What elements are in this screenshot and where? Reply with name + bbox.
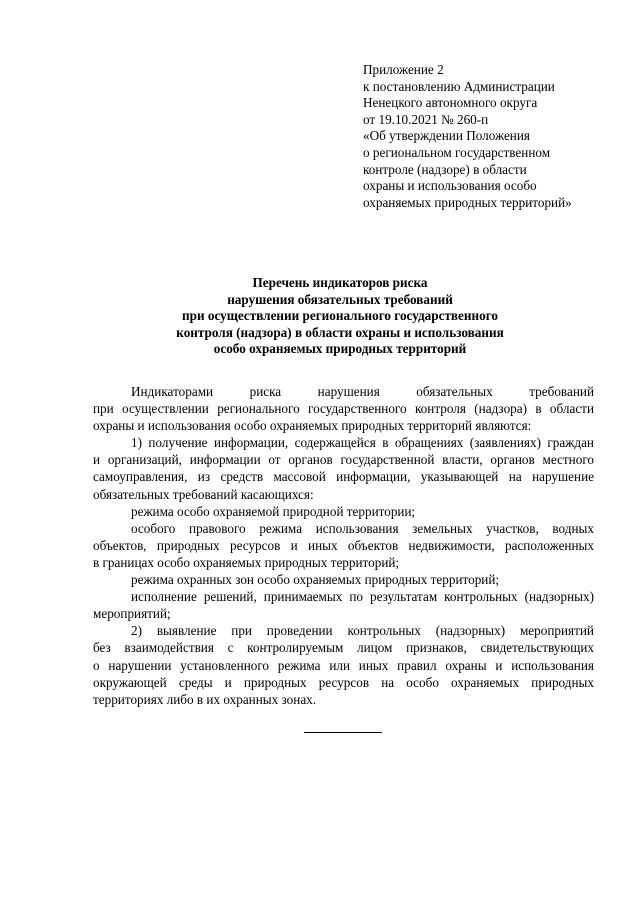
- appendix-line: Приложение 2: [363, 62, 444, 77]
- body-line: территориях либо в их охранных зонах.: [93, 691, 317, 707]
- document-body: [93, 383, 594, 708]
- body-line: мероприятий;: [93, 606, 171, 622]
- body-line: режима особо охраняемой природной территории;: [131, 503, 416, 519]
- body-line: 1) получение информации, содержащейся в обращениях (заявлениях) граждан: [131, 435, 594, 451]
- title-line: контроля (надзора) в области охраны и использования: [176, 324, 504, 340]
- appendix-line: охраны и использования особо: [363, 178, 537, 194]
- body-line: режима охранных зон особо охраняемых природных территорий;: [131, 572, 500, 588]
- appendix-line: контроле (надзоре) в области: [363, 161, 527, 177]
- title-line: нарушения обязательных требований: [227, 291, 453, 307]
- body-line: без взаимодействия с контролируемым лицом признаков, свидетельствующих: [93, 640, 594, 656]
- body-line: окружающей среды и природных ресурсов на особо охраняемых природных: [93, 674, 594, 690]
- document-title: [90, 275, 590, 358]
- appendix-line: о региональном государственном: [363, 144, 551, 160]
- closing-divider: [304, 732, 382, 733]
- body-line: исполнение решений, принимаемых по результатам контрольных (надзорных): [131, 589, 594, 605]
- body-line: охраны и использования особо охраняемых природных территорий являются:: [93, 418, 532, 434]
- body-line: Индикаторами риска нарушения обязательных требований: [131, 384, 594, 399]
- body-line: объектов, природных ресурсов и иных объектов недвижимости, расположенных: [93, 537, 594, 553]
- appendix-line: к постановлению Администрации: [363, 78, 555, 94]
- appendix-block: [363, 62, 623, 211]
- appendix-line: от 19.10.2021 № 260-п: [363, 111, 489, 127]
- body-line: особого правового режима использования земельных участков, водных: [131, 520, 594, 536]
- appendix-line: охраняемых природных территорий»: [363, 194, 572, 210]
- title-line: при осуществлении регионального государственного: [182, 308, 498, 324]
- title-line: особо охраняемых природных территорий: [213, 341, 467, 357]
- body-line: 2) выявление при проведении контрольных (надзорных) мероприятий: [131, 623, 594, 639]
- body-line: при осуществлении регионального государственного контроля (надзора) в области: [93, 401, 594, 417]
- body-line: и организаций, информации от органов государственной власти, органов местного: [93, 452, 594, 468]
- body-line: обязательных требований касающихся:: [93, 486, 314, 502]
- body-line: самоуправления, из средств массовой информации, указывающей на нарушение: [93, 469, 594, 485]
- body-line: в границах особо охраняемых природных территорий;: [93, 554, 400, 570]
- appendix-line: «Об утверждении Положения: [363, 128, 530, 144]
- appendix-line: Ненецкого автономного округа: [363, 95, 538, 111]
- body-line: о нарушении установленного режима или иных правил охраны и использования: [93, 657, 594, 673]
- title-line: Перечень индикаторов риска: [252, 275, 428, 290]
